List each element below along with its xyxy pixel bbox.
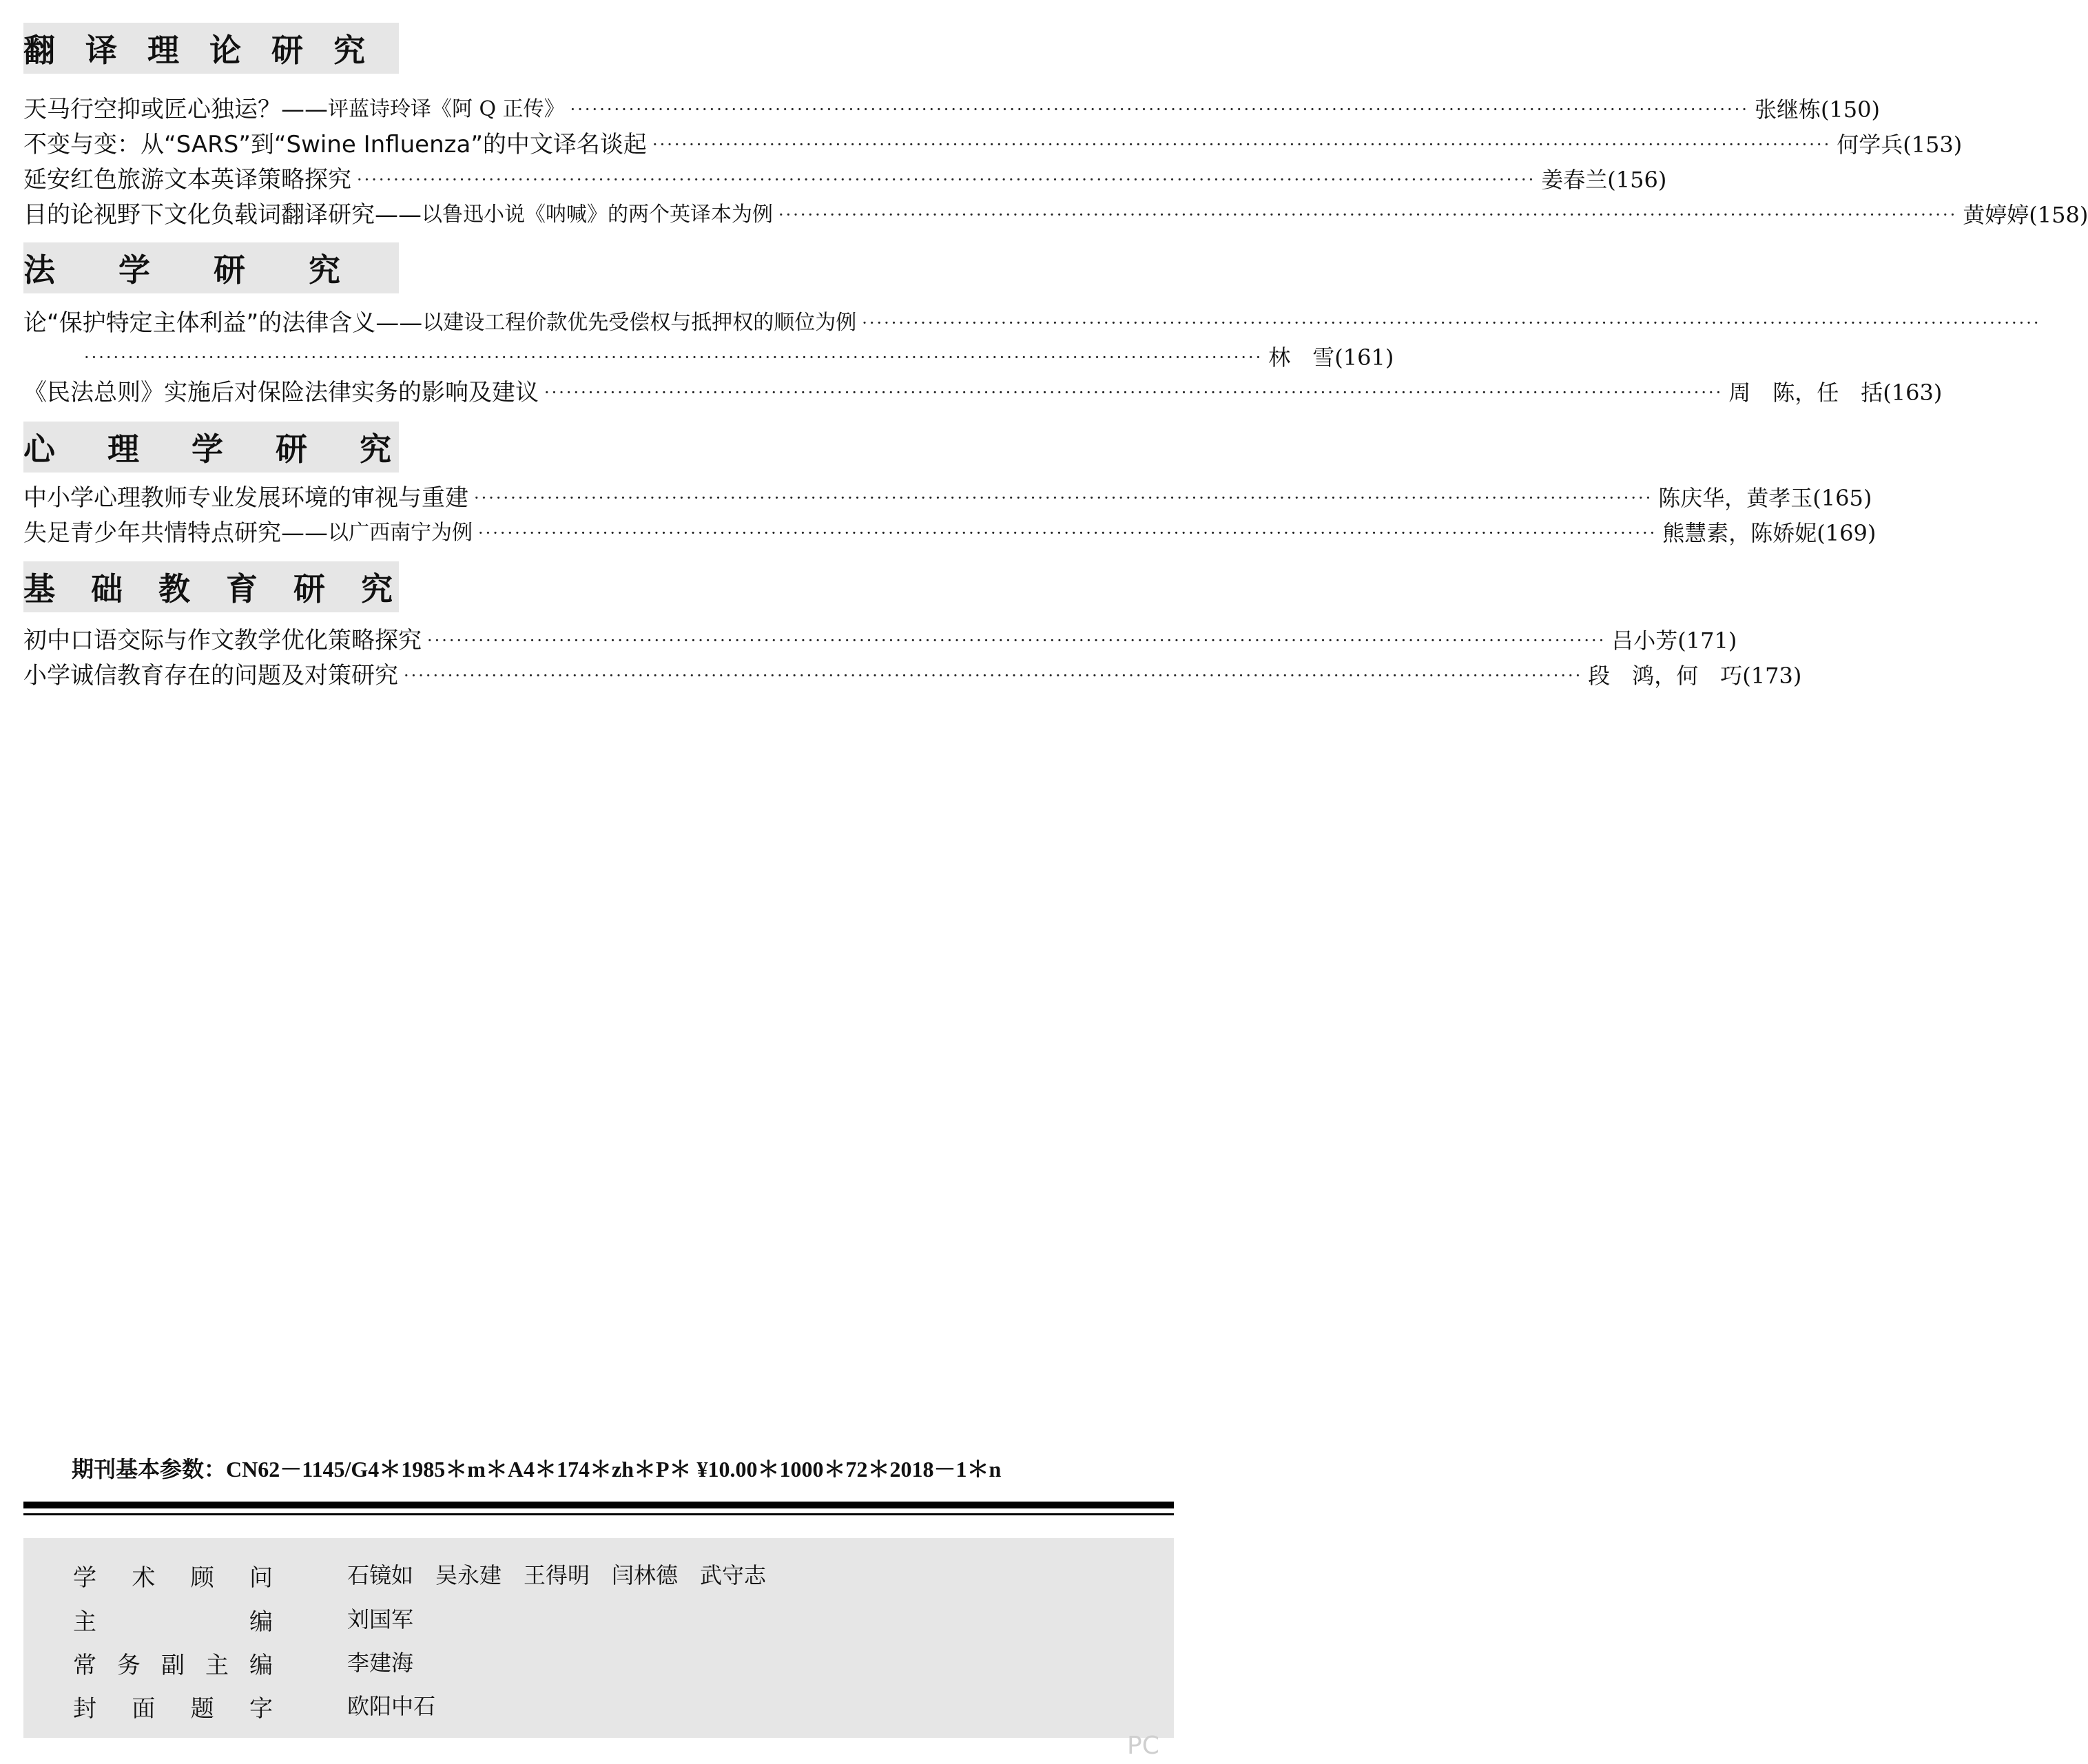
editorial-staff-box [23, 1538, 1174, 1738]
staff-row-cover-calligraphy [73, 1687, 1106, 1725]
journal-parameters: 期刊基本参数：CN62－1145/G4＊1985＊m＊A4＊174＊zh＊P＊ ¥10.00＊1000＊72＊2018－1＊n [72, 1457, 1002, 1482]
staff-label: 常 务 副 主 编 [73, 1651, 273, 1679]
section-heading-psychology [23, 422, 413, 473]
entry-author-page: 段 鸿，何 巧(173) [1588, 663, 1802, 689]
toc-entry[interactable] [23, 127, 1963, 162]
entry-subtitle: 以广西南宁为例 [328, 521, 473, 545]
toc-entry[interactable] [23, 658, 1802, 693]
entry-subtitle: 以鲁迅小说《呐喊》的两个英译本为例 [422, 203, 773, 227]
entry-title: 不变与变：从“SARS”到“Swine Influenza”的中文译名谈起 [23, 131, 647, 158]
entry-title: 目的论视野下文化负载词翻译研究—— [23, 201, 422, 229]
toc-entry[interactable] [23, 623, 1737, 658]
staff-label: 学 术 顾 问 [73, 1564, 273, 1592]
leader-dots: ································································································································································· [862, 313, 2041, 333]
leader-dots: ································································································································································· [652, 135, 1832, 154]
section-heading-text: 法 学 研 究 [23, 251, 340, 289]
entry-author-page: 周 陈，任 括(163) [1728, 380, 1943, 406]
leader-dots: ································································································································································· [84, 348, 1263, 367]
entry-author-page: 黄婷婷(158) [1963, 202, 2088, 228]
entry-title: 初中口语交际与作文教学优化策略探究 [23, 627, 422, 654]
section-heading-translation [23, 23, 399, 74]
staff-value: 刘国军 [347, 1606, 414, 1632]
entry-author-page: 林 雪(161) [1268, 344, 1394, 371]
staff-row-editor-in-chief [73, 1600, 1106, 1639]
entry-subtitle: 评蓝诗玲译《阿 Q 正传》 [328, 97, 565, 121]
staff-row-academic-advisors [73, 1556, 1106, 1595]
entry-title: 天马行空抑或匠心独运？—— [23, 96, 328, 123]
leader-dots: ································································································································································· [778, 205, 1958, 225]
toc-entry[interactable] [23, 163, 1667, 197]
staff-row-executive-deputy-editor [73, 1643, 1106, 1682]
entry-author-page: 吕小芳(171) [1611, 627, 1737, 654]
divider-thin [23, 1513, 1174, 1515]
leader-dots: ································································································································································· [357, 170, 1536, 189]
toc-entry[interactable] [23, 516, 1877, 550]
watermark-logo: PC [1127, 1732, 1159, 1760]
leader-dots: ································································································································································· [427, 631, 1606, 650]
section-heading-text: 心 理 学 研 究 [23, 430, 413, 468]
toc-entry[interactable] [23, 375, 1943, 410]
entry-author-page: 熊慧素，陈娇妮(169) [1662, 520, 1877, 546]
entry-title: 失足青少年共情特点研究—— [23, 519, 328, 547]
toc-entry[interactable] [23, 481, 1872, 515]
toc-entry[interactable] [23, 92, 1880, 127]
section-heading-text: 翻 译 理 论 研 究 [23, 32, 375, 69]
entry-title: 论“保护特定主体利益”的法律含义—— [23, 309, 423, 337]
leader-dots: ································································································································································· [404, 666, 1583, 685]
entry-title: 小学诚信教育存在的问题及对策研究 [23, 662, 398, 689]
toc-entry[interactable] [23, 198, 2088, 232]
leader-dots: ································································································································································· [474, 488, 1653, 508]
entry-author-page: 何学兵(153) [1837, 132, 1963, 158]
toc-entry[interactable] [23, 306, 2041, 340]
staff-label: 封 面 题 字 [73, 1694, 273, 1723]
entry-title: 中小学心理教师专业发展环境的审视与重建 [23, 484, 468, 512]
toc-entry[interactable] [23, 340, 1394, 375]
staff-value: 石镜如 吴永建 王得明 闫林德 武守志 [347, 1562, 767, 1588]
leader-dots: ································································································································································· [570, 100, 1749, 119]
section-heading-basic-education [23, 561, 406, 612]
entry-author-page: 陈庆华，黄孝玉(165) [1658, 485, 1872, 511]
entry-title: 《民法总则》实施后对保险法律实务的影响及建议 [23, 379, 539, 406]
entry-author-page: 姜春兰(156) [1541, 167, 1667, 193]
section-heading-law [23, 242, 399, 293]
staff-value: 欧阳中石 [347, 1693, 436, 1719]
entry-author-page: 张继栋(150) [1754, 96, 1880, 123]
staff-label: 主 编 [73, 1608, 273, 1636]
divider-thick [23, 1502, 1174, 1508]
staff-value: 李建海 [347, 1650, 414, 1676]
entry-title: 延安红色旅游文本英译策略探究 [23, 166, 351, 194]
section-heading-text: 基 础 教 育 研 究 [23, 570, 406, 608]
leader-dots: ································································································································································· [478, 523, 1657, 543]
entry-subtitle: 以建设工程价款优先受偿权与抵押权的顺位为例 [422, 311, 857, 335]
leader-dots: ································································································································································· [544, 383, 1724, 402]
